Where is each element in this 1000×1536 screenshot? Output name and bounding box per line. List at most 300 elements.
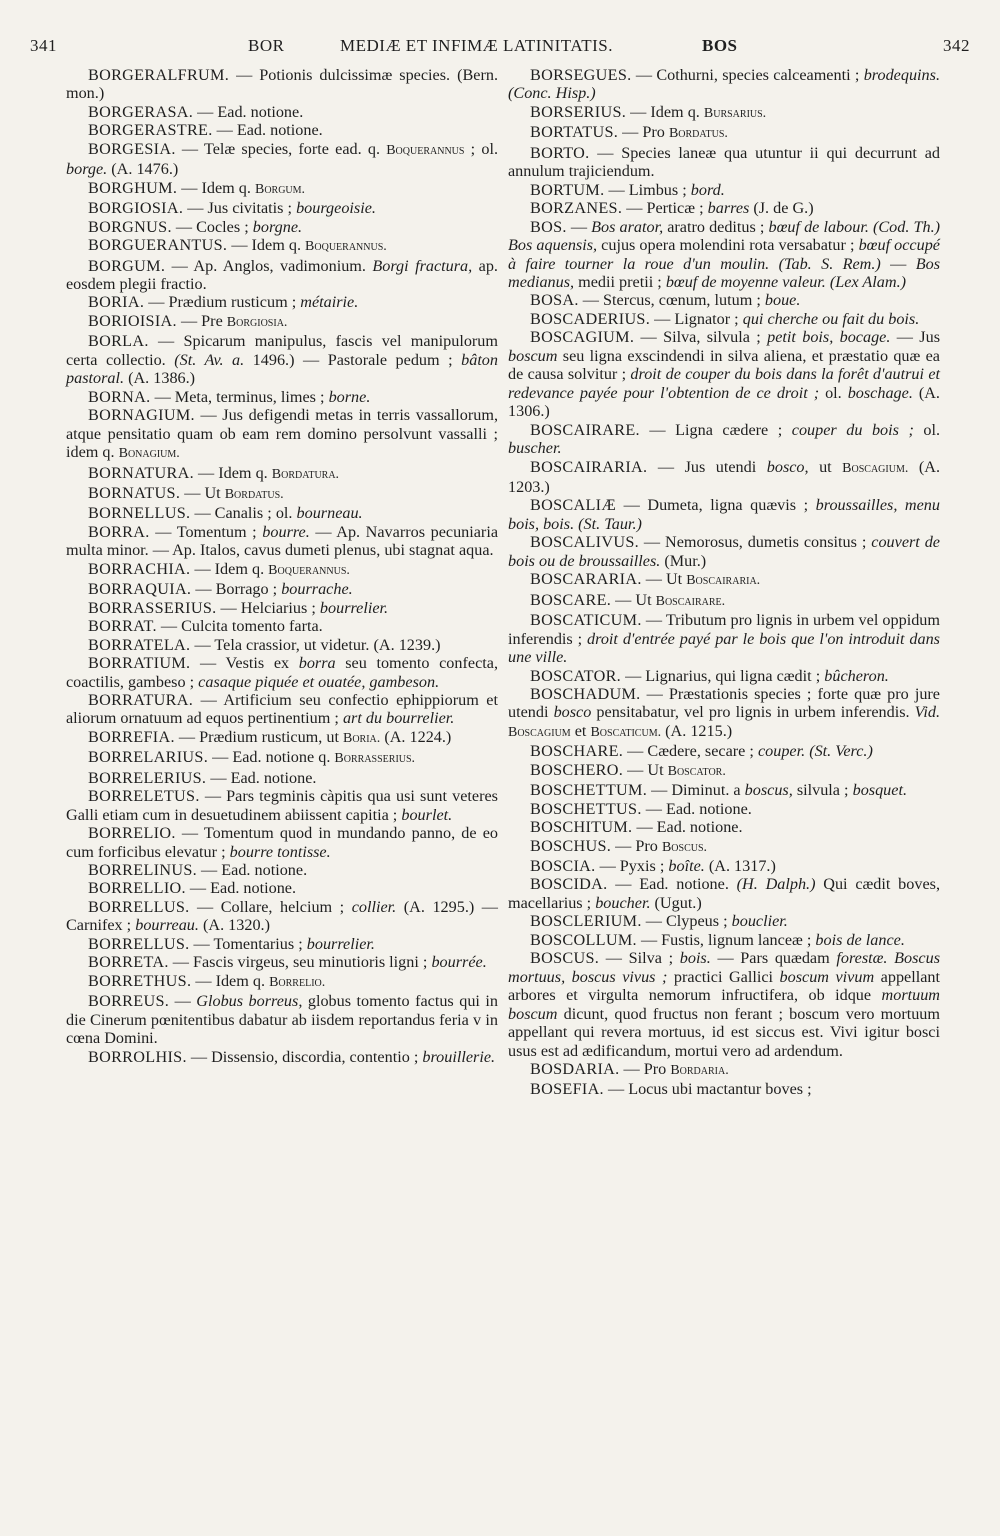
entry-text: seu ligna exscindendi in silva aliena, et præstatio quæ ea de causa solvitur ; [508,346,940,384]
dictionary-entry [66,121,498,139]
entry-italic-text: buscher. [508,439,562,458]
page-number-left: 341 [30,36,57,55]
entry-italic-text: brouillerie. [422,1047,496,1066]
entry-headword: BOSCHERO. [530,760,624,779]
entry-headword: BORLA. [88,332,149,351]
entry-headword: BOSCAIRARE. [530,420,640,439]
dictionary-entry [66,504,498,522]
dictionary-entry [508,857,940,875]
entry-italic-text: art du bourrelier. [342,709,455,728]
dictionary-entry [66,218,498,236]
entry-headword: BORRACHIA. [88,559,191,578]
entry-headword: BORRAT. [88,617,157,636]
entry-text: globus tomento factus qui in die Cinerum pœnitentibus dabatur ab iisdem reportandus feria v in cœna Domini. [66,992,498,1048]
entry-cross-reference: Boquerannus. [305,239,387,255]
entry-cross-reference: Boquerannus. [268,562,350,578]
dictionary-entry [508,570,940,590]
entry-text: et [570,721,591,740]
dictionary-entry [508,931,940,949]
entry-text: (Ugut.) [650,893,702,912]
entry-text: — Ead. notione. [206,768,317,787]
entry-headword: BORNAGIUM. [88,406,195,425]
entry-text: — Pars quædam [710,949,837,968]
entry-cross-reference: Borgum. [254,181,306,197]
dictionary-entry [66,898,498,935]
running-header [30,36,970,62]
entry-cross-reference: Boscaticum. [590,724,662,740]
entry-text: — Prædium rusticum, ut [174,727,343,746]
entry-headword: BOSCARARIA. [530,570,642,589]
dictionary-entry [66,654,498,691]
entry-text: — Ut [611,590,656,609]
entry-headword: BORNATUS. [88,483,181,502]
entry-text: (A. 1386.) [124,369,196,388]
entry-text: — Ligna cædere ; [639,420,792,439]
entry-text: — Dissensio, discordia, contentio ; [186,1047,423,1066]
entry-text: — Cædere, secare ; [623,742,758,761]
entry-headword: BOSCATICUM. [530,611,642,630]
right-column [508,66,940,1099]
entry-text: — Clypeus ; [641,912,732,931]
entry-text: — Lignator ; [650,309,743,328]
dictionary-entry [508,458,940,497]
dictionary-entry [66,728,498,748]
entry-text: — Culcita tomento farta. [156,617,323,636]
entry-headword: BOSCHITUM. [530,818,633,837]
entry-headword: BORRELINUS. [88,861,197,880]
running-title: MEDIÆ ET INFIMÆ LATINITATIS. [340,36,613,55]
entry-italic-text: bouclier. [731,912,788,931]
entry-text: — Idem q. [227,236,306,255]
entry-text: — Artificium seu confectio ephippiorum et aliorum ornatuum ad equos pertinentium ; [66,690,498,728]
entry-text: cujus opera molendini rota versabatur ; [597,236,859,255]
dictionary-entry [508,496,940,533]
entry-text: — Species laneæ qua utuntur ii qui decurrunt ad annulum trajiciendum. [508,143,940,181]
entry-text: — Collare, helcium ; [189,897,352,916]
entry-text: appellant arbores et virgulta nemorum infructifera, ob idque [508,967,940,1005]
entry-italic-text: couvert de bois ou de broussailles. [508,533,940,570]
entry-text: (A. 1317.) [704,857,776,876]
dictionary-entry [508,1060,940,1080]
entry-italic-text: bosquet. [852,781,907,800]
entry-headword: BOSCHARE. [530,742,624,761]
entry-text: — Pre [176,311,227,330]
entry-text: — Spicarum manipulus, fascis vel manipulorum certa collectio. [66,332,498,369]
dictionary-entry [66,636,498,654]
entry-italic-text: borne. [328,387,371,406]
entry-headword: BOSCHETTUS. [530,799,642,818]
entry-italic-text: borge. [66,160,108,179]
dictionary-entry [66,769,498,787]
entry-headword: BORIOISIA. [88,311,177,330]
entry-text: — Idem q. [177,178,255,197]
entry-italic-text: boscus, [744,781,793,800]
entry-headword: BORRELERIUS. [88,768,207,787]
entry-text: — Jus defigendi metas in terris vassallorum, atque pensitatio quam ob eam rem domino persolvunt vassalli ; idem q. [66,406,498,462]
entry-text: — [880,254,916,273]
entry-headword: BOSCIDA. [530,875,608,894]
entry-text: — Potionis dulcissimæ species. (Bern. mon.) [66,66,498,103]
entry-text: — Fustis, lignum lanceæ ; [636,930,816,949]
entry-italic-text: couper du bois ; [791,420,914,439]
entry-text: seu tomento confecta, coactilis, gambeso ; [66,654,498,691]
dictionary-entry [66,236,498,256]
dictionary-entry [508,533,940,570]
entry-headword: BORRA. [88,522,150,541]
entry-italic-text: (H. Dalph.) [736,875,816,894]
entry-cross-reference: Bordaria. [670,1063,729,1079]
dictionary-entry [66,560,498,580]
entry-text: (A. 1224.) [380,727,452,746]
entry-headword: BORNELLUS. [88,504,191,523]
dictionary-entry [508,837,940,857]
entry-headword: BORGERASA. [88,102,194,121]
dictionary-entry [66,691,498,728]
entry-italic-text: Borgi fractura, [372,256,473,275]
entry-headword: BOSCARE. [530,590,612,609]
entry-text: — Dumeta, ligna quævis ; [616,496,816,515]
entry-headword: BOSA. [530,291,579,310]
dictionary-entry [508,761,940,781]
dictionary-entry [66,523,498,560]
entry-text: — Nemorosus, dumetis consitus ; [639,533,872,552]
entry-italic-text: bœuf de moyenne valeur. (Lex Alam.) [665,272,907,291]
page-number-right: 342 [943,36,970,55]
entry-text: — Ap. Anglos, vadimonium. [165,256,373,275]
entry-headword: BOSCUS. [530,949,600,968]
dictionary-entry [508,310,940,328]
entry-headword: BOSCHUS. [530,836,612,855]
entry-text: (A. 1203.) [508,457,940,496]
entry-headword: BORRATELA. [88,635,191,654]
dictionary-entry [66,599,498,617]
entry-text: — Tela crassior, ut videtur. (A. 1239.) [190,635,441,654]
entry-italic-text: bosco, [766,457,809,476]
entry-headword: BORRELLUS. [88,897,190,916]
dictionary-entry [508,103,940,123]
entry-italic-text: boîte. [668,857,705,876]
entry-text: — Ead. notione. [641,799,752,818]
dictionary-entry [66,935,498,953]
entry-text: — Silva ; [599,949,680,968]
entry-italic-text: couper. (St. Verc.) [757,742,873,761]
dictionary-entry [66,257,498,294]
dictionary-entry [508,667,940,685]
dictionary-entry [508,328,940,420]
dictionary-entry [66,464,498,484]
entry-italic-text: Vid. [914,703,940,722]
entry-text: — Idem q. [190,559,269,578]
entry-text: (A. 1215.) [661,721,733,740]
left-column [66,66,498,1066]
entry-headword: BORRAQUIA. [88,580,192,599]
entry-cross-reference: Boscairare. [655,593,726,609]
entry-headword: BOSCAIRARIA. [530,457,648,476]
entry-text: — Locus ubi mactantur boves ; [603,1080,812,1099]
dictionary-entry [508,218,940,292]
entry-headword: BORGUM. [88,256,166,275]
entry-text: — Ut [623,760,668,779]
entry-cross-reference: Boscagium. [842,460,909,476]
dictionary-entry [66,748,498,768]
dictionary-entry [508,144,940,181]
dictionary-entry [508,1080,940,1098]
entry-text: (A. 1295.) — Carnifex ; [66,897,498,935]
entry-text: — Pars tegminis càpitis qua usi sunt veteres Galli etiam cum in desuetudinem abiissent capitia ; [66,787,498,824]
entry-italic-text: bourre tontisse. [229,842,331,861]
entry-text: — Telæ species, forte ead. q. [175,139,387,158]
entry-cross-reference: Bonagium. [118,446,180,462]
entry-headword: BORGERALFRUM. [88,66,230,84]
entry-headword: BOSCALIVUS. [530,533,639,552]
entry-text: (Mur.) [660,551,707,570]
entry-text: — Ead. notione q. [208,748,335,767]
entry-headword: BOSEFIA. [530,1080,604,1099]
dictionary-entry [508,800,940,818]
dictionary-entry [66,140,498,179]
entry-italic-text: boscum vivum [779,967,875,986]
dictionary-entry [508,291,940,309]
entry-cross-reference: Boquerannus [386,142,465,158]
entry-italic-text: bosco [553,703,592,722]
entry-headword: BORNATURA. [88,463,194,482]
entry-italic-text: boscum [508,346,558,365]
entry-text: (J. de G.) [749,199,814,218]
entry-headword: BOSCOLLUM. [530,930,637,949]
entry-italic-text: bois de lance. [815,930,905,949]
entry-headword: BORREUS. [88,992,170,1011]
entry-cross-reference: Boscus. [661,839,708,855]
entry-text: dicunt, quod fructus non ferant ; boscum vero mortuum appellant qui revera mortuus, id est siccus est. Vivi igitur bosci usus est ad ædificandum, mortui vero ad ardendum. [508,1004,940,1060]
dictionary-entry [508,66,940,103]
entry-headword: BORRETA. [88,953,169,972]
entry-italic-text: droit de couper du bois dans la forêt d'autrui et redevance payée pour l'obtention de ce droit ; [508,365,941,402]
dictionary-entry [508,875,940,912]
entry-text: Qui cædit boves, macellarius ; [508,875,940,912]
entry-italic-text: bâton pastoral. [66,350,498,388]
dictionary-entry [508,181,940,199]
entry-headword: BORRETHUS. [88,971,192,990]
entry-italic-text: bourreau. [135,916,199,935]
entry-text: — Canalis ; ol. [190,504,297,523]
dictionary-entry [66,103,498,121]
entry-text: — Cothurni, species calceamenti ; [631,66,864,84]
entry-italic-text: borra [298,654,336,673]
dictionary-entry [508,685,940,742]
entry-italic-text: droit d'entrée payé par le bois que l'on introduit dans une ville. [508,629,940,667]
entry-italic-text: Globus borreus, [196,992,303,1011]
entry-text: — Pro [619,1060,671,1079]
entry-italic-text: mortuum boscum [508,986,940,1023]
dictionary-entry [66,972,498,992]
entry-headword: BORRELLIO. [88,879,186,898]
entry-cross-reference: Borgiosia. [226,314,288,330]
entry-text: — Ead. notione. [196,861,308,880]
entry-headword: BORSERIUS. [530,102,627,121]
entry-italic-text: bourrelier. [319,598,389,617]
entry-text: 1496.) — Pastorale pedum ; [244,350,462,369]
entry-italic-text: qui cherche ou fait du bois. [742,309,920,328]
entry-text: — Ead. notione. [193,102,304,121]
entry-text: — [169,992,197,1011]
entry-headword: BORRATURA. [88,690,194,709]
dictionary-entry [66,787,498,824]
entry-headword: BOS. [530,217,567,236]
entry-text: — Limbus ; [604,180,691,199]
guide-word-left: BOR [248,36,285,55]
entry-headword: BOSCATOR. [530,666,622,685]
entry-text: — Ut [180,483,225,502]
entry-text: — Ead. notione. [212,121,323,140]
entry-headword: BOSDARIA. [530,1060,620,1079]
entry-text: — Silva, silvula ; [634,328,768,347]
entry-cross-reference: Bordatus. [224,486,284,502]
entry-text: — Meta, terminus, limes ; [150,387,329,406]
entry-italic-text: bourlet. [401,805,453,824]
entry-text: silvula ; [792,781,853,800]
entry-italic-text: bord. [690,180,725,199]
entry-headword: BORRELETUS. [88,787,200,806]
entry-text: — Prædium rusticum ; [144,293,301,312]
entry-text: (A. 1476.) [107,160,179,179]
entry-italic-text: bois. [679,949,711,968]
entry-text: practici Gallici [667,967,780,986]
entry-headword: BORNA. [88,387,151,406]
entry-italic-text: bourneau. [296,504,363,523]
entry-headword: BOSCHETTUM. [530,781,648,800]
entry-text: ol. [819,383,848,402]
dictionary-entry [66,1048,498,1066]
entry-headword: BORRELARIUS. [88,748,209,767]
entry-italic-text: barres [707,199,750,218]
dictionary-entry [66,992,498,1047]
entry-text: ut [808,457,843,476]
entry-cross-reference: Boscairaria. [686,573,761,589]
entry-cross-reference: Boscagium [508,724,571,740]
entry-headword: BORGUERANTUS. [88,236,228,255]
entry-text: — Idem q. [193,463,272,482]
entry-cross-reference: Bursarius. [703,105,767,121]
entry-headword: BORIA. [88,293,145,312]
entry-text: — Stercus, cœnum, lutum ; [578,291,765,310]
entry-headword: BOSCAGIUM. [530,328,635,347]
entry-text: — Ead. notione. [607,875,737,894]
entry-headword: BORGIOSIA. [88,199,184,218]
entry-cross-reference: Bordatura. [271,466,340,482]
dictionary-entry [66,824,498,861]
entry-text: — Fascis virgeus, seu minutioris ligni ; [168,953,432,972]
entry-italic-text: bœuf occupé à faire tourner la roue d'un moulin. (Tab. S. Rem.) [508,236,940,273]
entry-text: — Tributum pro lignis in urbem vel oppidum inferendis ; [508,611,940,648]
entry-text: — Ead. notione. [185,879,297,898]
entry-italic-text: métairie. [300,293,359,312]
entry-headword: BORTATUS. [530,123,619,142]
entry-italic-text: borgne. [252,217,303,236]
dictionary-entry [508,949,940,1060]
entry-headword: BORRATIUM. [88,654,191,673]
entry-text: — Pro [618,123,669,142]
dictionary-entry [508,818,940,836]
entry-headword: BOSCIA. [530,857,596,876]
entry-text: — Jus utendi [647,457,767,476]
entry-italic-text: bourrée. [431,953,487,972]
entry-text: pensitabatur, vel pro lignis in urbem inferendis. [591,703,915,722]
entry-italic-text: Bos medianus, [508,254,941,291]
entry-headword: BORRELLUS. [88,934,190,953]
entry-headword: BORREFIA. [88,727,175,746]
entry-italic-text: bourgeoisie. [296,199,376,218]
entry-italic-text: broussailles, menu bois, bois. (St. Taur.) [508,496,940,533]
entry-text: — Borrago ; [191,580,282,599]
entry-text: — Idem q. [191,971,270,990]
dictionary-entry [66,199,498,217]
entry-text: ol. [913,420,941,439]
entry-text: — Vestis ex [190,654,299,673]
entry-italic-text: casaque piquée et ouatée, gambeson. [198,672,440,691]
entry-italic-text: bœuf de labour. (Cod. Th.) Bos aquensis, [508,217,941,255]
entry-headword: BORTO. [530,143,590,162]
dictionary-entry [66,312,498,332]
dictionary-entry [508,199,940,217]
dictionary-entry [66,179,498,199]
entry-text: ; ol. [464,139,498,158]
entry-italic-text: bourre. [262,522,310,541]
dictionary-entry [508,742,940,760]
entry-headword: BORGHUM. [88,178,178,197]
entry-cross-reference: Borrelio. [269,974,326,990]
entry-italic-text: collier. [351,897,397,916]
entry-text: — Perticæ ; [622,199,708,218]
dictionary-entry [508,421,940,458]
dictionary-entry [508,781,940,799]
dictionary-entry [508,123,940,143]
entry-text: — Lignarius, qui ligna cædit ; [621,666,825,685]
entry-italic-text: bourrache. [281,580,353,599]
dictionary-entry [66,66,498,103]
dictionary-entry [508,591,940,611]
entry-italic-text: petit bois, bocage. [767,328,891,347]
entry-italic-text: bourrelier. [306,934,375,953]
entry-text: — Ap. Navarros pecuniaria multa minor. — Ap. Italos, cavus dumeti plenus, ubi stagnat aqua. [66,522,499,560]
entry-text: — Pyxis ; [595,857,669,876]
entry-text: ap. eosdem plegii fractio. [66,256,498,293]
entry-italic-text: boucher. [595,893,651,912]
entry-headword: BOSCHADUM. [530,684,641,703]
dictionary-entry [66,861,498,879]
entry-cross-reference: Boria. [343,730,381,746]
dictionary-entry [66,580,498,598]
dictionary-entry [508,912,940,930]
entry-text: — Cocles ; [171,217,253,236]
entry-text: — Tomentarius ; [189,934,307,953]
entry-italic-text: forestæ. Boscus mortuus, boscus vivus ; [508,949,940,986]
entry-text: — Idem q. [626,102,704,121]
entry-text: — Pro [611,836,662,855]
entry-cross-reference: Boscator. [667,763,726,779]
entry-text: — Helciarius ; [216,598,320,617]
entry-headword: BORSEGUES. [530,66,632,84]
entry-text: — Ut [641,570,687,589]
entry-italic-text: boue. [764,291,801,310]
entry-italic-text: boschage. [847,383,913,402]
entry-headword: BORGNUS. [88,217,172,236]
entry-cross-reference: Bordatus. [668,126,728,142]
entry-headword: BORGESIA. [88,139,176,158]
entry-text: (A. 1320.) [198,916,270,935]
entry-headword: BORZANES. [530,199,623,218]
entry-headword: BOSCADERIUS. [530,309,651,328]
entry-headword: BOSCALIÆ [530,496,617,515]
